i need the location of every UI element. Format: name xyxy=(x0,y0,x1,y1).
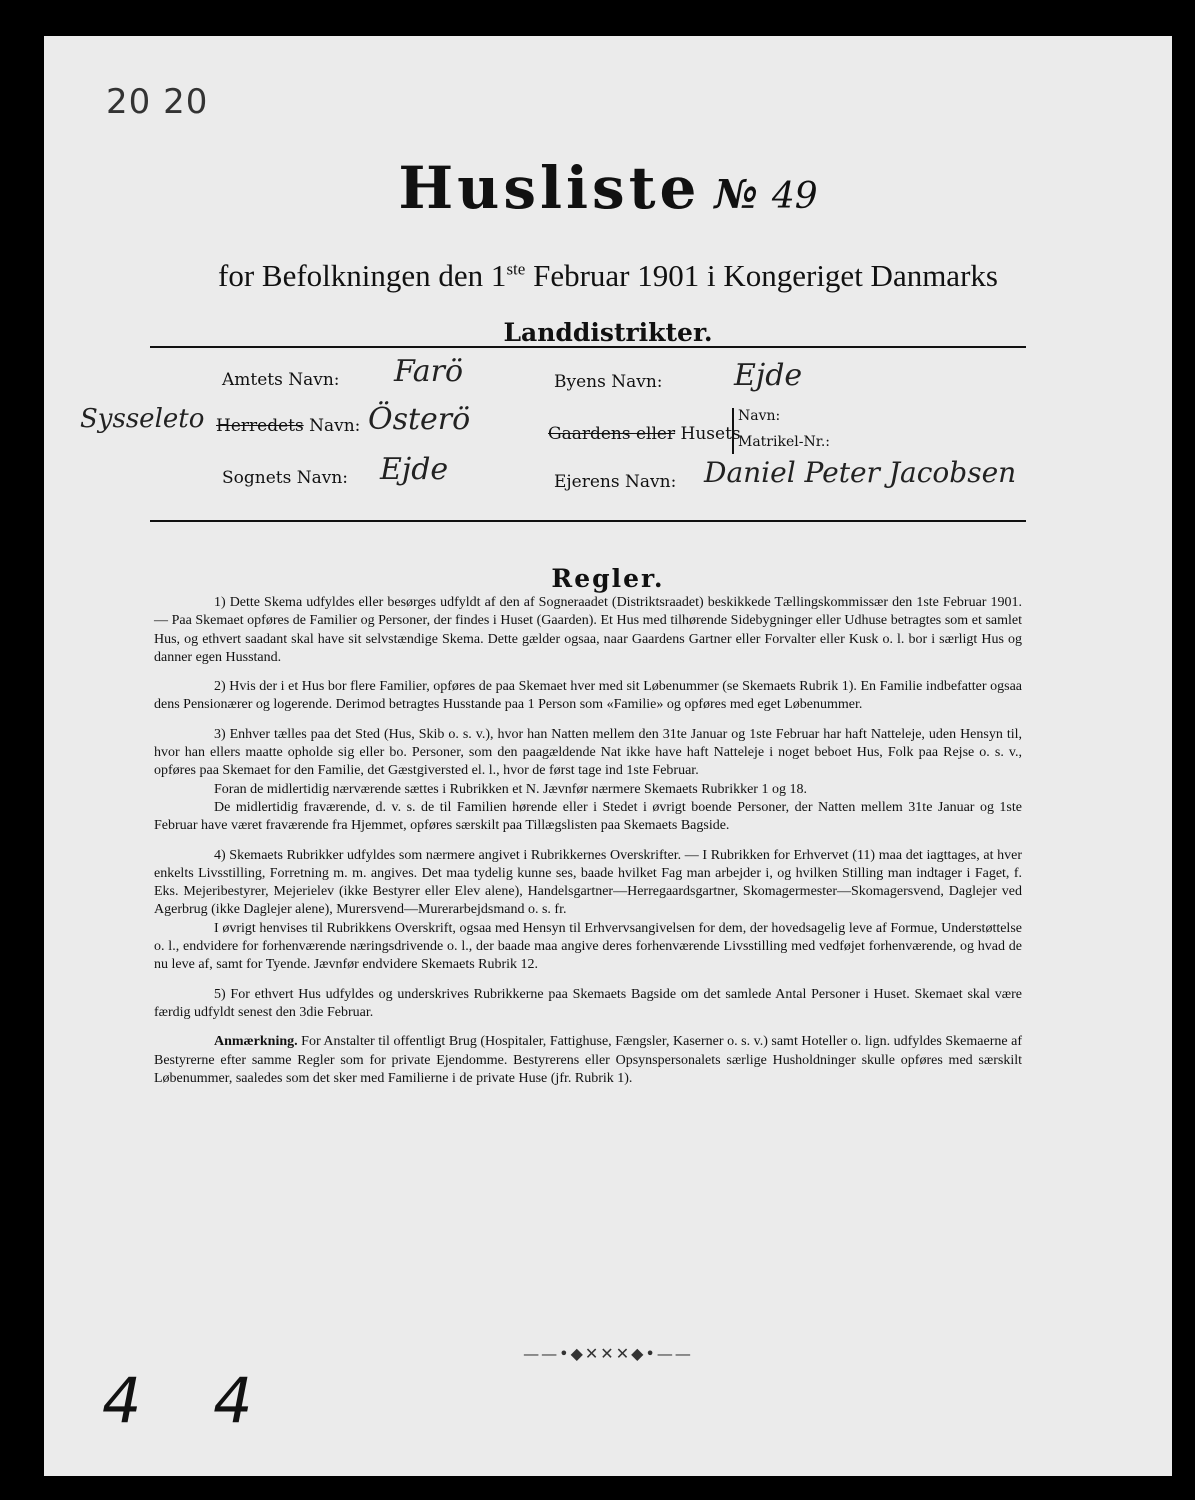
form-subtitle xyxy=(44,258,1172,294)
by-value: Ejde xyxy=(734,358,803,393)
divider-top xyxy=(150,346,1026,348)
by-label: Byens Navn: xyxy=(554,372,663,392)
gaard-label-struck: Gaardens eller xyxy=(548,424,676,444)
archive-number: 20 20 xyxy=(106,82,209,122)
handwritten-number: 4 4 xyxy=(102,1364,279,1437)
herred-label xyxy=(216,416,360,436)
rules-body xyxy=(154,594,1022,1099)
rule-3b: Foran de midlertidig nærværende sættes i Rubrikken et N. Jævnfør nærmere Skemaets Rubrikker 1 og 18. xyxy=(214,781,807,797)
subtitle-part: for Befolkningen den 1 xyxy=(218,258,507,293)
gaard-label xyxy=(548,424,741,444)
sogn-value: Ejde xyxy=(380,452,449,487)
amt-label: Amtets Navn: xyxy=(222,370,340,390)
rule-5: 5) For ethvert Hus udfyldes og underskrives Rubrikkerne paa Skemaets Bagside om det samlede Antal Personer i Huset. Skemaet skal være færdig udfyldt senest den 3die Februar. xyxy=(154,986,1022,1020)
document-sheet xyxy=(44,36,1172,1476)
divider-bottom xyxy=(150,520,1026,522)
matrikel-label: Matrikel-Nr.: xyxy=(738,434,831,450)
rule-3c: De midlertidig fraværende, d. v. s. de til Familien hørende eller i Stedet i øvrigt boende Personer, der Natten mellem 31te Januar og 1ste Februar have været fraværende fra Hjemmet, opføres særskilt paa Tillægslisten paa Skemaets Bagside. xyxy=(154,799,1022,834)
herred-label-struck: Herredets xyxy=(216,416,304,436)
district-type: Landdistrikter. xyxy=(503,318,713,347)
number-sign: № xyxy=(714,171,758,218)
subtitle-superscript: ste xyxy=(506,259,526,279)
rule-4: 4) Skemaets Rubrikker udfyldes som nærmere angivet i Rubrikkernes Overskrifter. — I Rubrikken for Erhvervet (11) maa det iagttages, at hver enkelts Livsstilling, Forretning m. m. angives. Det maa tydelig kunne ses, baade hvilket Fag man arbejder i, og hvilken Stilling man indtager i Faget, f. Eks. Mejeribestyrer, Mejerielev (ikke Bestyrer eller Elev alene), Handelsgartner—Herregaardsgartner, Skomagermester—Skomagersvend, Daglejer ved Agerbrug (ikke Daglejer alene), Murersvend—Murerarbejdsmand o. s. fr. xyxy=(154,847,1022,918)
subtitle-part: Februar 1901 i Kongeriget Danmarks xyxy=(525,258,998,293)
rule-4b: I øvrigt henvises til Rubrikkens Overskrift, ogsaa med Hensyn til Erhvervsangivelsen for dem, der hovedsagelig leve af Formue, Understøttelse o. l., endvidere for forhenværende næringsdrivende o. l., der baade maa angive deres forhenværende Livsstilling med vedføjet forhenværende, og hvad de nu leve af, samt for Tyende. Jævnfør endvidere Skemaets Rubrik 12. xyxy=(154,920,1022,973)
title-text: Husliste xyxy=(398,154,701,222)
amt-value: Farö xyxy=(394,354,464,389)
rule-1: 1) Dette Skema udfyldes eller besørges udfyldt af den af Sogneraadet (Distriktsraadet) beskikkede Tællingskommissær den 1ste Februar 1901. — Paa Skemaet opføres de Familier og Personer, der findes i Huset (Gaarden). Et Hus med tilhørende Sidebygninger eller Udhuse betragtes som et samlet Hus, og ethvert saadant skal have sit selvstændige Skema. Dette gælder ogsaa, naar Gaardens Gartner eller Forvalter eller Kusk o. l. bor i særligt Hus og danner egen Husstand. xyxy=(154,595,1022,665)
gaard-label-rest: Husets xyxy=(675,424,741,444)
note-text: For Anstalter til offentligt Brug (Hospitaler, Fattighuse, Fængsler, Kaserner o. s. v.) samt Hoteller o. lign. udfyldes Skemaerne af Bestyrerne efter samme Regler som for private Ejendomme. Bestyrerens eller Opsynspersonalets særlige Husholdninger skulle opføres med særskilt Løbenummer, saaledes som det sker med Familierne i de private Huse (jfr. Rubrik 1). xyxy=(154,1034,1022,1086)
herred-value: Österö xyxy=(368,402,471,437)
rule-2: 2) Hvis der i et Hus bor flere Familier, opføres de paa Skemaet hver med sit Løbenummer (se Skemaets Rubrik 1). En Familie indbefatter ogsaa dens Pensionærer og logerende. Derimod betragtes Husstande paa 1 Person som «Familie» og opføres med eget Løbenummer. xyxy=(154,679,1022,713)
note-label: Anmærkning. xyxy=(214,1034,298,1050)
sogn-label: Sognets Navn: xyxy=(222,468,349,488)
list-number: 49 xyxy=(771,176,818,217)
rule-3: 3) Enhver tælles paa det Sted (Hus, Skib o. s. v.), hvor han Natten mellem den 31te Januar og 1ste Februar har haft Natteleje, uden Hensyn til, hvor han ellers maatte opholde sig eller bo. Personer, som den paagældende Nat ikke have haft Natteleje i noget beboet Hus, Folk paa Rejse o. s. v., opføres paa Skemaet for den Familie, det Gæstgiversted el. l., hvor de først tage ind 1ste Februar. xyxy=(154,726,1022,779)
ornament-divider: ——•◆✕✕✕◆•—— xyxy=(523,1344,693,1363)
form-title xyxy=(44,154,1172,222)
navn-label: Navn: xyxy=(738,408,781,424)
note xyxy=(154,1033,1022,1088)
ejer-label: Ejerens Navn: xyxy=(554,472,677,492)
brace-line xyxy=(732,408,734,454)
herred-label-rest: Navn: xyxy=(303,416,361,436)
rules-heading: Regler. xyxy=(551,564,665,593)
ejer-value: Daniel Peter Jacobsen xyxy=(704,456,1017,489)
margin-note: Sysseleto xyxy=(80,404,205,434)
